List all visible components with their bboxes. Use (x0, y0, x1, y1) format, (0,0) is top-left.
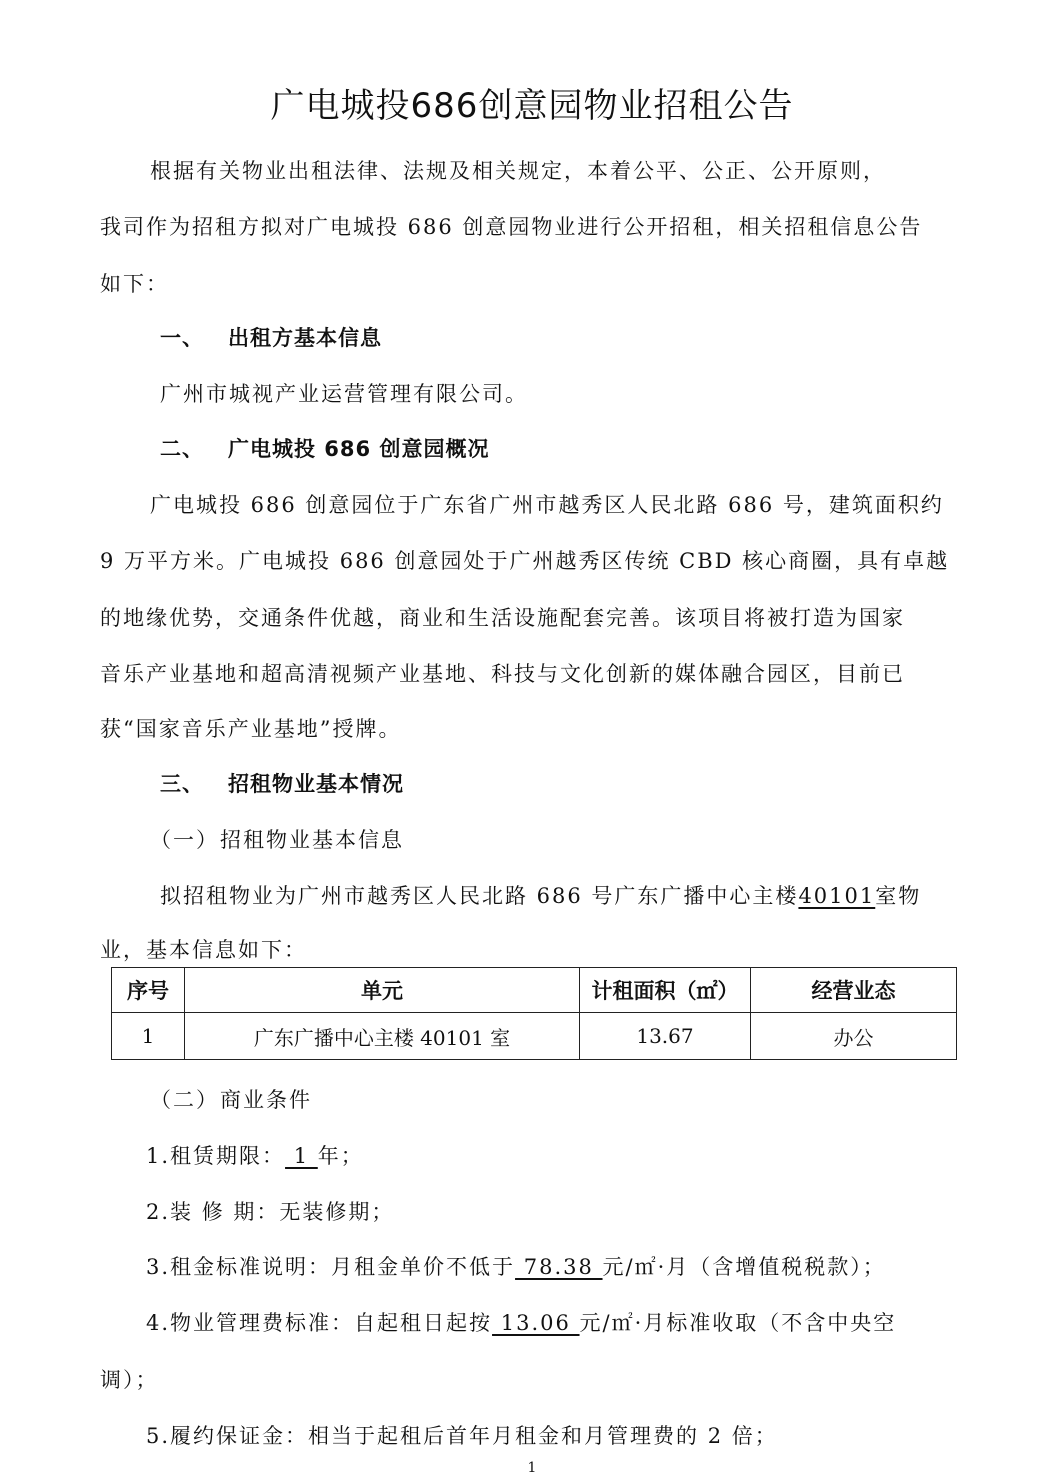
intro-line-1: 根据有关物业出租法律、法规及相关规定，本着公平、公正、公开原则， (150, 159, 886, 183)
page-number: 1 (527, 1460, 537, 1476)
management-fee-value: 13.06 (492, 1311, 580, 1335)
property-line-1-text: 拟招租物业为广州市越秀区人民北路 686 号广东广播中心主楼 (160, 884, 799, 908)
subsection-2-heading (150, 1084, 312, 1114)
subsection-1-heading (150, 824, 404, 854)
property-room-number: 40101 (798, 884, 876, 908)
section-2-number: 二、 (160, 437, 204, 461)
section-1-number: 一、 (160, 326, 204, 350)
subsection-2-title: 商业条件 (220, 1088, 312, 1112)
lessor-name: 广州市城视产业运营管理有限公司。 (160, 382, 528, 406)
lease-term-value: 1 (285, 1144, 318, 1168)
intro-line-2: 我司作为招租方拟对广电城投 686 创意园物业进行公开招租，相关招租信息公告 (100, 215, 923, 239)
overview-line-1: 广电城投 686 创意园位于广东省广州市越秀区人民北路 686 号，建筑面积约 (150, 493, 944, 517)
decoration-period-line: 2.装 修 期：无装修期； (146, 1200, 395, 1224)
subsection-1-number: （一） (150, 828, 219, 852)
section-3-title: 招租物业基本情况 (228, 772, 404, 796)
cell-area: 13.67 (580, 1013, 751, 1060)
property-line-1-tail: 室物 (875, 884, 922, 908)
overview-line-4: 音乐产业基地和超高清视频产业基地、科技与文化创新的媒体融合园区，目前已 (100, 662, 905, 686)
column-header-area: 计租面积（㎡） (580, 968, 751, 1013)
cell-index: 1 (112, 1013, 185, 1060)
overview-line-2: 9 万平方米。广电城投 686 创意园处于广州越秀区传统 CBD 核心商圈，具有卓越 (100, 549, 950, 573)
column-header-unit: 单元 (185, 968, 580, 1013)
page-title: 广电城投686创意园物业招租公告 (270, 86, 794, 126)
section-1-heading (160, 322, 382, 352)
management-fee-line (146, 1307, 896, 1337)
management-fee-label: 4.物业管理费标准：自起租日起按 (146, 1311, 493, 1335)
subsection-2-number: （二） (150, 1088, 219, 1112)
subsection-1-title: 招租物业基本信息 (220, 828, 404, 852)
deposit-line: 5.履约保证金：相当于起租后首年月租金和月管理费的 2 倍； (146, 1424, 778, 1448)
rent-standard-label: 3.租金标准说明：月租金单价不低于 (146, 1255, 516, 1279)
section-2-title: 广电城投 686 创意园概况 (228, 437, 490, 461)
management-fee-line-cont: 调）； (100, 1368, 159, 1392)
section-2-heading (160, 433, 489, 463)
cell-unit: 广东广播中心主楼 40101 室 (185, 1013, 580, 1060)
lease-term-label: 1.租赁期限： (146, 1144, 286, 1168)
table-row (112, 1013, 957, 1060)
overview-line-5: 获“国家音乐产业基地”授牌。 (100, 717, 402, 741)
property-line-2: 业，基本信息如下： (100, 938, 307, 962)
section-3-number: 三、 (160, 772, 204, 796)
lease-term-line (146, 1140, 364, 1170)
rent-standard-unit: 元/㎡·月（含增值税税款）； (602, 1255, 886, 1279)
table-header-row (112, 968, 957, 1013)
column-header-usage: 经营业态 (751, 968, 957, 1013)
overview-line-3: 的地缘优势，交通条件优越，商业和生活设施配套完善。该项目将被打造为国家 (100, 606, 905, 630)
rent-standard-value: 78.38 (515, 1255, 603, 1279)
section-1-title: 出租方基本信息 (228, 326, 382, 350)
rent-standard-line (146, 1251, 886, 1281)
lease-term-unit: 年； (317, 1144, 364, 1168)
management-fee-unit: 元/㎡·月标准收取（不含中央空 (579, 1311, 897, 1335)
property-line-1 (160, 880, 921, 910)
section-3-heading (160, 768, 404, 798)
cell-usage: 办公 (751, 1013, 957, 1060)
intro-line-3: 如下： (100, 272, 169, 296)
property-table (111, 967, 957, 1060)
column-header-index: 序号 (112, 968, 185, 1013)
